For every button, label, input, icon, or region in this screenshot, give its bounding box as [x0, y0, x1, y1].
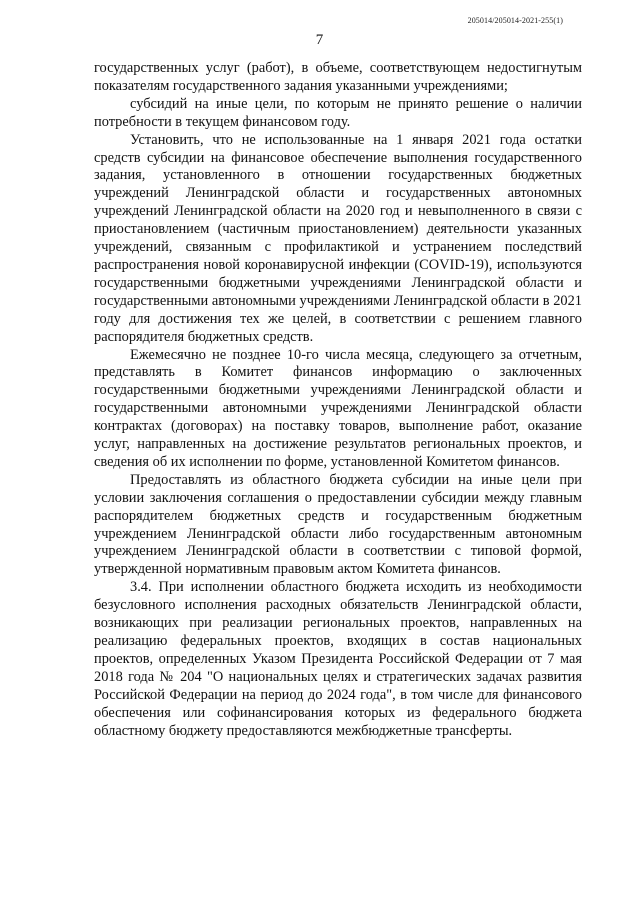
- paragraph-remaining-funds: Установить, что не использованные на 1 января 2021 года остатки средств субсидии на финансовое обеспечение выполнения государственного задания, установленного в отношении государственных бюджетных учреждений Ленинградской области и государственных автономных учреждений Ленинградской области на 2020 год и невыполненного в связи с приостановлением (частичным приостановлением) деятельности указанных учреждений, связанным с профилактикой и устранением последствий распространения новой коронавирусной инфекции (COVID-19), используются государственными бюджетными учреждениями Ленинградской области и государственными автономными учреждениями Ленинградской области в 2021 году для достижения тех же целей, в соответствии с решением главного распорядителя бюджетных средств.: [94, 131, 582, 345]
- document-body: [94, 60, 582, 740]
- paragraph-subsidies-other: субсидий на иные цели, по которым не принято решение о наличии потребности в текущем финансовом году.: [94, 95, 582, 130]
- page-number: 7: [315, 32, 324, 48]
- paragraph-section-3-4: 3.4. При исполнении областного бюджета исходить из необходимости безусловного исполнения расходных обязательств Ленинградской области, возникающих при реализации региональных проектов, направленных на реализацию федеральных проектов, входящих в состав национальных проектов, определенных Указом Президента Российской Федерации от 7 мая 2018 года № 204 "О национальных целях и стратегических задачах развития Российской Федерации на период до 2024 года", в том числе для финансового обеспечения или софинансирования которых из федерального бюджета областному бюджету предоставляются межбюджетные трансферты.: [94, 579, 582, 739]
- paragraph-continuation: государственных услуг (работ), в объеме, соответствующем недостигнутым показателям государственного задания указанными учреждениями;: [94, 60, 582, 94]
- document-code: 205014/205014-2021-255(1): [467, 16, 563, 25]
- paragraph-monthly-reporting: Ежемесячно не позднее 10-го числа месяца, следующего за отчетным, представлять в Комитет финансов информацию о заключенных государственными бюджетными учреждениями Ленинградской области и государственными автономными учреждениями Ленинградской области контрактах (договорах) на поставку товаров, выполнение работ, оказание услуг, направленных на достижение результатов региональных проектов, и сведения об их исполнении по форме, установленной Комитетом финансов.: [94, 346, 582, 470]
- paragraph-subsidy-agreement: Предоставлять из областного бюджета субсидии на иные цели при условии заключения соглашения о предоставлении субсидии между главным распорядителем бюджетных средств и государственным бюджетным учреждением Ленинградской области либо государственным автономным учреждением Ленинградской области в соответствии с типовой формой, утвержденной нормативным правовым актом Комитета финансов.: [94, 471, 582, 578]
